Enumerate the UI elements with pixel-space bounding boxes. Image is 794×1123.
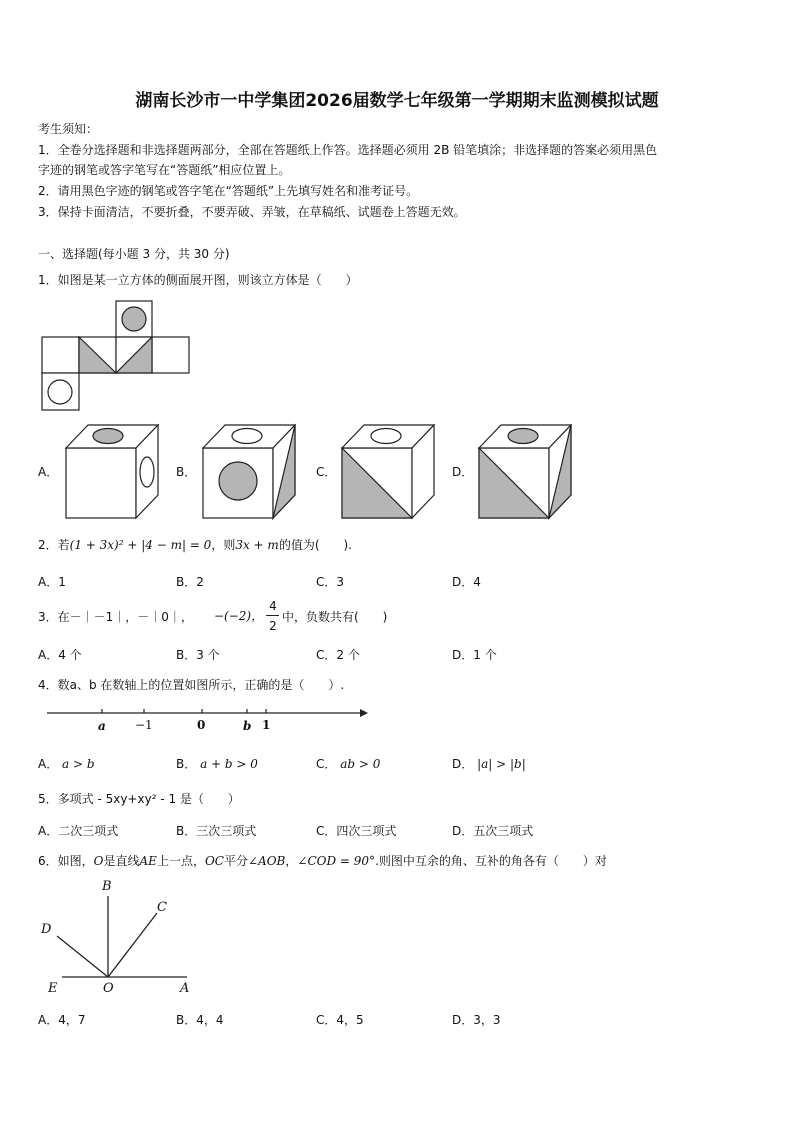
q4-option-a-letter: A．: [38, 757, 59, 771]
q6-line-ae: AE: [139, 854, 157, 868]
q5-stem: 5．多项式 - 5xy+xy² - 1 是（ ）: [38, 792, 240, 806]
q1-option-b-label: B．: [176, 465, 197, 479]
q4-option-d-expr: |a| > |b|: [477, 757, 526, 771]
q6-angle-aob: ∠AOB: [248, 854, 286, 868]
q6-stem-b: 是直线: [103, 854, 140, 868]
q5-option-b: B．三次三项式: [176, 824, 257, 838]
q6-option-b: B．4，4: [176, 1013, 224, 1027]
q2-option-a: A．1: [38, 575, 66, 589]
fig-label-e: E: [48, 981, 58, 996]
notice-item-1-line-2: 字迹的钢笔或答字笔写在“答题纸”相应位置上。: [38, 163, 291, 177]
notice-item-3: 3．保持卡面清洁，不要折叠，不要弄破、弄皱，在草稿纸、试题卷上答题无效。: [38, 205, 466, 219]
q2-option-d: D．4: [452, 575, 481, 589]
q4-option-c-letter: C．: [316, 757, 337, 771]
q4-option-b-expr: a + b > 0: [200, 757, 258, 771]
q4-option-c-expr: ab > 0: [340, 757, 381, 771]
q6-option-c: C．4，5: [316, 1013, 364, 1027]
fig-label-c: C: [157, 900, 167, 915]
q6-point-o: O: [93, 854, 104, 868]
ray-oc: [108, 913, 157, 977]
ray-od: [57, 936, 108, 977]
notice-item-1-line-1: 1．全卷分选择题和非选择题两部分，全部在答题纸上作答。选择题必须用 2B 铅笔填涂；非选择题的答案必须用黑色: [38, 143, 658, 157]
q4-option-d-letter: D．: [452, 757, 474, 771]
q5-option-d: D．五次三项式: [452, 824, 534, 838]
q6-stem-a: 6．如图，: [38, 854, 94, 868]
fig-label-d: D: [41, 922, 52, 937]
section-heading: 一、选择题(每小题 3 分，共 30 分): [38, 247, 230, 261]
q3-fraction-denominator: 2: [269, 619, 277, 633]
q2-option-b: B．2: [176, 575, 204, 589]
q6-angle-cod: ∠COD = 90°: [297, 854, 376, 868]
axis-label-1: 1: [262, 718, 271, 732]
q3-expression: −(−2)，: [214, 609, 264, 623]
q6-stem-e: ，: [285, 854, 298, 868]
q3-option-d: D．1 个: [452, 648, 497, 662]
q2-option-c: C．3: [316, 575, 345, 589]
q6-stem-f: .则图中互余的角、互补的角各有（ ）对: [375, 854, 607, 868]
paper-title: 湖南长沙市一中学集团2026届数学七年级第一学期期末监测模拟试题: [135, 91, 659, 111]
axis-label-b: b: [243, 719, 252, 733]
q6-stem-c: 上一点，: [156, 854, 205, 868]
fig-label-a: A: [180, 981, 190, 996]
q3-option-b: B．3 个: [176, 648, 220, 662]
axis-label-0: 0: [197, 718, 206, 732]
q3-fraction-numerator: 4: [269, 599, 277, 613]
fig-label-b: B: [102, 879, 112, 894]
q2-expression: (1 + 3x)² + |4 − m| = 0: [69, 538, 212, 552]
q6-stem-d: 平分: [223, 854, 248, 868]
q6-ray-oc: OC: [204, 854, 224, 868]
axis-label-minus-1: −1: [135, 718, 153, 732]
q5-option-c: C．四次三项式: [316, 824, 397, 838]
q2-tail: 的值为( ).: [278, 538, 352, 552]
q1-stem: 1．如图是某一立方体的侧面展开图，则该立方体是（ ）: [38, 273, 358, 287]
q6-option-a: A．4，7: [38, 1013, 86, 1027]
q3-stem-b: 中，负数共有( ): [282, 610, 388, 624]
q4-option-b-letter: B．: [176, 757, 197, 771]
q3-option-c: C．2 个: [316, 648, 360, 662]
notice-heading: 考生须知：: [38, 122, 99, 136]
q2-expression-2: 3x + m: [235, 538, 279, 552]
q3-stem-a: 3．在－｜－1｜，－｜0｜，: [38, 610, 193, 624]
q6-option-d: D．3，3: [452, 1013, 501, 1027]
q1-option-a-label: A．: [38, 465, 59, 479]
fig-label-o: O: [103, 981, 114, 996]
q3-option-a: A．4 个: [38, 648, 82, 662]
notice-item-2: 2．请用黑色字迹的钢笔或答字笔在“答题纸”上先填写姓名和准考证号。: [38, 184, 419, 198]
axis-label-a: a: [98, 719, 106, 733]
q4-stem: 4．数a、b 在数轴上的位置如图所示，正确的是（ ）.: [38, 678, 345, 692]
q4-option-a-expr: a > b: [62, 757, 95, 771]
q2-mid: ，则: [211, 538, 236, 552]
q2-number: 2．若: [38, 538, 70, 552]
q5-option-a: A．二次三项式: [38, 824, 119, 838]
q1-option-d-label: D．: [452, 465, 474, 479]
q1-option-c-label: C．: [316, 465, 337, 479]
